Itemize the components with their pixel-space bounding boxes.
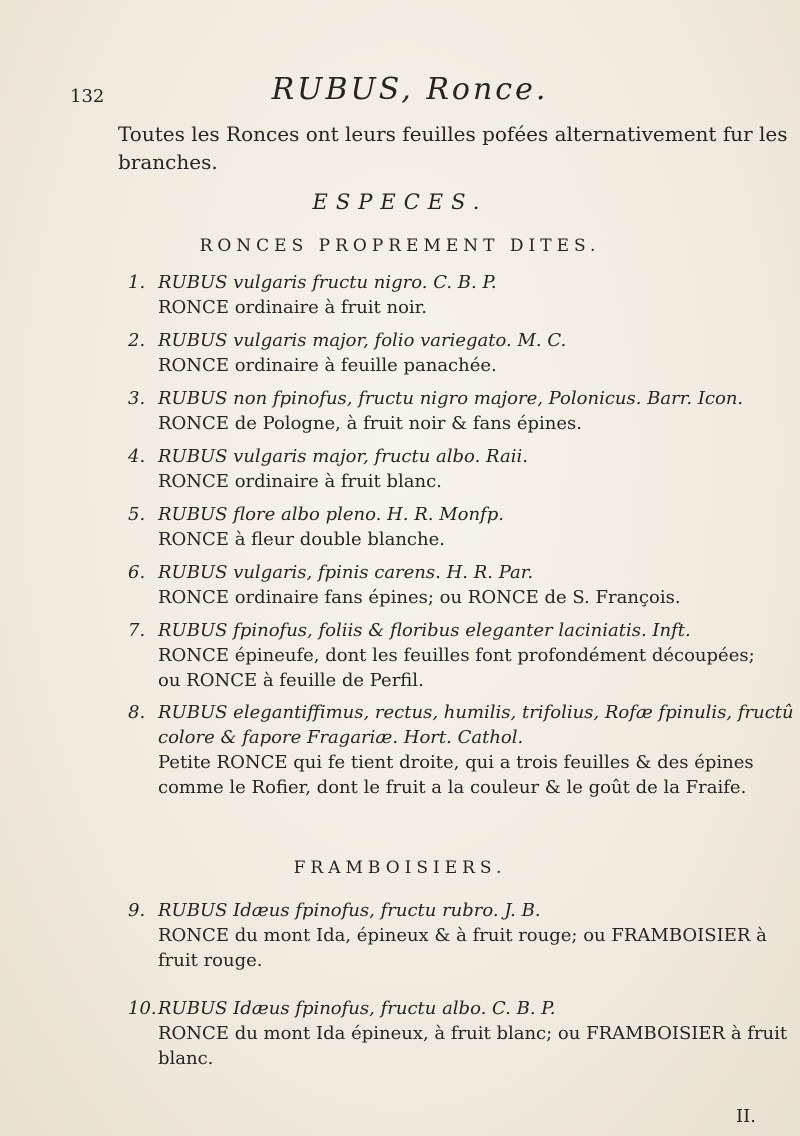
species-entry: [128, 444, 794, 494]
french-name: RONCE de Pologne, à fruit noir & fans épines.: [158, 413, 582, 434]
french-name-continued: ou RONCE à feuille de Perfil.: [158, 670, 424, 691]
entry-number: 10.: [128, 998, 157, 1019]
french-name: Petite RONCE qui fe tient droite, qui a trois feuilles & des épines comme le Rofier, dont le fruit a la couleur & le goût de la Fraife.: [158, 752, 754, 798]
french-name: RONCE à fleur double blanche.: [158, 529, 445, 550]
latin-name: RUBUS Idæus fpinofus, fructu albo. C. B. P.: [158, 998, 556, 1019]
latin-name: RUBUS vulgaris fructu nigro. C. B. P.: [158, 272, 497, 293]
latin-name: RUBUS Idæus fpinofus, fructu rubro. J. B.: [158, 900, 541, 921]
species-entry: [128, 270, 794, 320]
species-entry: [128, 898, 794, 973]
french-name: RONCE ordinaire à feuille panachée.: [158, 355, 497, 376]
species-entry: [128, 328, 794, 378]
french-name: RONCE épineufe, dont les feuilles font profondément découpées;: [158, 645, 755, 666]
french-name: RONCE ordinaire fans épines; ou RONCE de S. François.: [158, 587, 681, 608]
species-entry: [128, 502, 794, 552]
species-entry: [128, 996, 794, 1071]
entry-number: 9.: [128, 900, 146, 921]
page-header: [60, 72, 760, 112]
latin-name: RUBUS non fpinofus, fructu nigro majore, Polonicus. Barr. Icon.: [158, 388, 744, 409]
entry-number: 5.: [128, 504, 146, 525]
french-name: RONCE du mont Ida épineux, à fruit blanc; ou FRAMBOISIER à fruit blanc.: [158, 1023, 788, 1069]
latin-name: RUBUS fpinofus, foliis & floribus eleganter laciniatis. Inft.: [158, 620, 691, 641]
entry-number: 2.: [128, 330, 146, 351]
species-entry: [128, 386, 794, 436]
latin-name: RUBUS elegantiffimus, rectus, humilis, trifolius, Rofæ fpinulis, fructû colore & fapore Fragariæ. Hort. Cathol.: [158, 702, 794, 748]
section-title: ESPECES.: [312, 190, 488, 214]
latin-name: RUBUS flore albo pleno. H. R. Monfp.: [158, 504, 504, 525]
french-name: RONCE du mont Ida, épineux & à fruit rouge; ou FRAMBOISIER à fruit rouge.: [158, 925, 767, 971]
french-name: RONCE ordinaire à fruit blanc.: [158, 471, 442, 492]
french-name: RONCE ordinaire à fruit noir.: [158, 297, 428, 318]
page-number: 132: [70, 86, 105, 107]
species-entry: [128, 700, 794, 800]
entry-number: 7.: [128, 620, 146, 641]
species-entry: [128, 618, 794, 693]
latin-name: RUBUS vulgaris major, folio variegato. M. C.: [158, 330, 567, 351]
entry-number: 3.: [128, 388, 146, 409]
entry-number: 8.: [128, 702, 146, 723]
running-title: RUBUS, Ronce.: [271, 72, 549, 107]
latin-name: RUBUS vulgaris major, fructu albo. Raii.: [158, 446, 528, 467]
catchword: II.: [736, 1106, 756, 1127]
entry-number: 1.: [128, 272, 146, 293]
species-entry: [128, 560, 794, 610]
entry-number: 6.: [128, 562, 146, 583]
intro-paragraph: Toutes les Ronces ont leurs feuilles pofées alternativement fur les branches.: [118, 122, 788, 174]
subsection-title-ronces: RONCES PROPREMENT DITES.: [199, 236, 601, 256]
entry-number: 4.: [128, 446, 146, 467]
latin-name: RUBUS vulgaris, fpinis carens. H. R. Par.: [158, 562, 534, 583]
subsection-title-framboisiers: FRAMBOISIERS.: [293, 858, 507, 878]
